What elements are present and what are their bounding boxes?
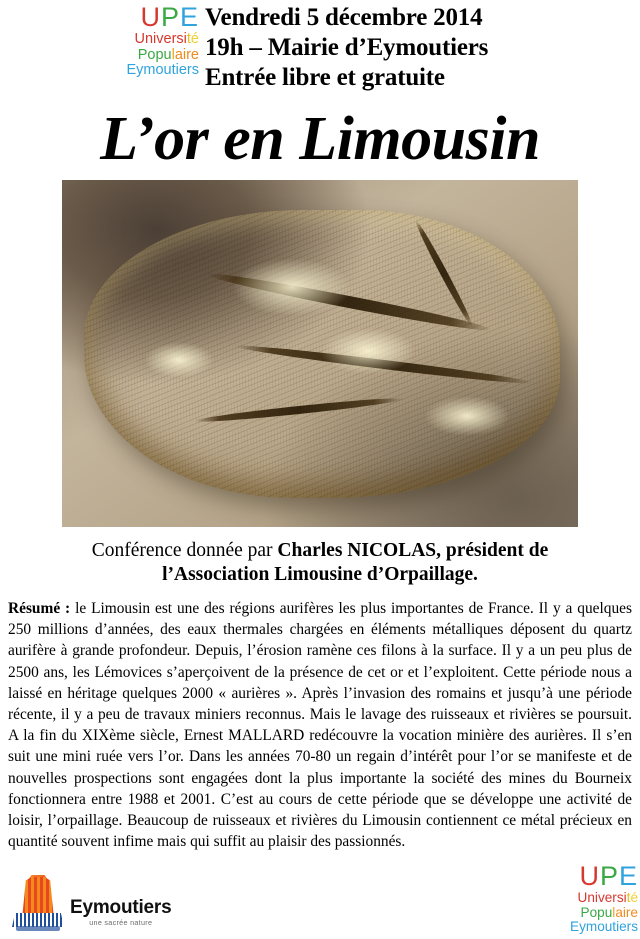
upe-logo-line-eymoutiers: Eymoutiers <box>126 62 199 78</box>
eymoutiers-name: Eymoutiers <box>70 897 172 918</box>
upe-logo-line-populaire: Populaire <box>580 904 638 920</box>
upe-logo-acronym: UPE <box>579 861 638 892</box>
event-time-venue: 19h – Mairie d’Eymoutiers <box>205 34 489 61</box>
resume-paragraph <box>8 598 632 852</box>
upe-logo-acronym: UPE <box>140 2 199 32</box>
event-admission: Entrée libre et gratuite <box>205 64 445 91</box>
upe-logo-bottom <box>534 862 638 935</box>
nugget-highlight <box>424 396 510 436</box>
speaker-prefix: Conférence donnée par <box>91 540 278 561</box>
page-title: L’or en Limousin <box>100 105 540 173</box>
event-date: Vendredi 5 décembre 2014 <box>205 4 483 31</box>
speaker-name-and-role: Charles NICOLAS, président de l’Association Limousine d’Orpaillage. <box>162 540 549 585</box>
tower-body-shape <box>22 877 54 919</box>
nugget-highlight <box>320 328 416 374</box>
nugget-shape <box>84 210 560 498</box>
resume-label: Résumé : <box>8 600 76 617</box>
tower-base-shape <box>12 913 64 927</box>
upe-logo-line-universite: Université <box>577 890 638 906</box>
event-details <box>205 2 640 93</box>
eymoutiers-building-icon <box>12 875 64 933</box>
speaker-credit <box>0 539 640 587</box>
upe-logo-line-eymoutiers: Eymoutiers <box>570 919 638 935</box>
upe-logo-line-universite: Université <box>134 31 199 47</box>
resume-body: le Limousin est une des régions aurifères les plus importantes de France. Il y a quelques 250 millions d’années, des eaux thermales chargées en éléments métalliques déposent du quartz aurifère à grande profondeur. Depuis, l’érosion ramène ces filons à la surface. Il y a un peu plus de 2500 ans, les Lémovices s’aperçoivent de la présence de cet or et l’exploitent. Cette période nous a laissé en héritage quelques 2000 « aurières ». Après l’invasion des romains et jusqu’à une période récente, il y a peu de travaux miniers reconnus. Mais le lavage des ruisseaux et rivières se poursuit. A la fin du XIXème siècle, Ernest MALLARD redécouvre la vocation minière des aurières. Il s’en suit une mini ruée vers l’or. Dans les années 70-80 un regain d’intérêt pour l’or se manifeste et de nouvelles prospections sont engagées dont la plus importante la société des mines du Bourneix fonctionnera entre 1988 et 2001. C’est au cours de cette période que se développe une activité de loisir, l’orpaillage. Beaucoup de ruisseaux et rivières du Limousin contiennent ce métal précieux en quantité souvent infime mais qui suffit au plaisir des passionnés. <box>8 600 632 851</box>
gold-nugget-photo <box>62 180 578 527</box>
tower-base-shadow <box>16 926 60 931</box>
eymoutiers-tagline: une sacrée nature <box>89 918 153 927</box>
upe-logo-top <box>99 2 199 79</box>
eymoutiers-logo <box>12 875 171 933</box>
poster-footer <box>0 861 640 939</box>
nugget-highlight <box>232 258 352 316</box>
poster-header <box>0 0 640 96</box>
nugget-highlight <box>144 342 214 378</box>
eymoutiers-wordmark <box>70 898 171 933</box>
upe-logo-line-populaire: Populaire <box>137 46 199 63</box>
